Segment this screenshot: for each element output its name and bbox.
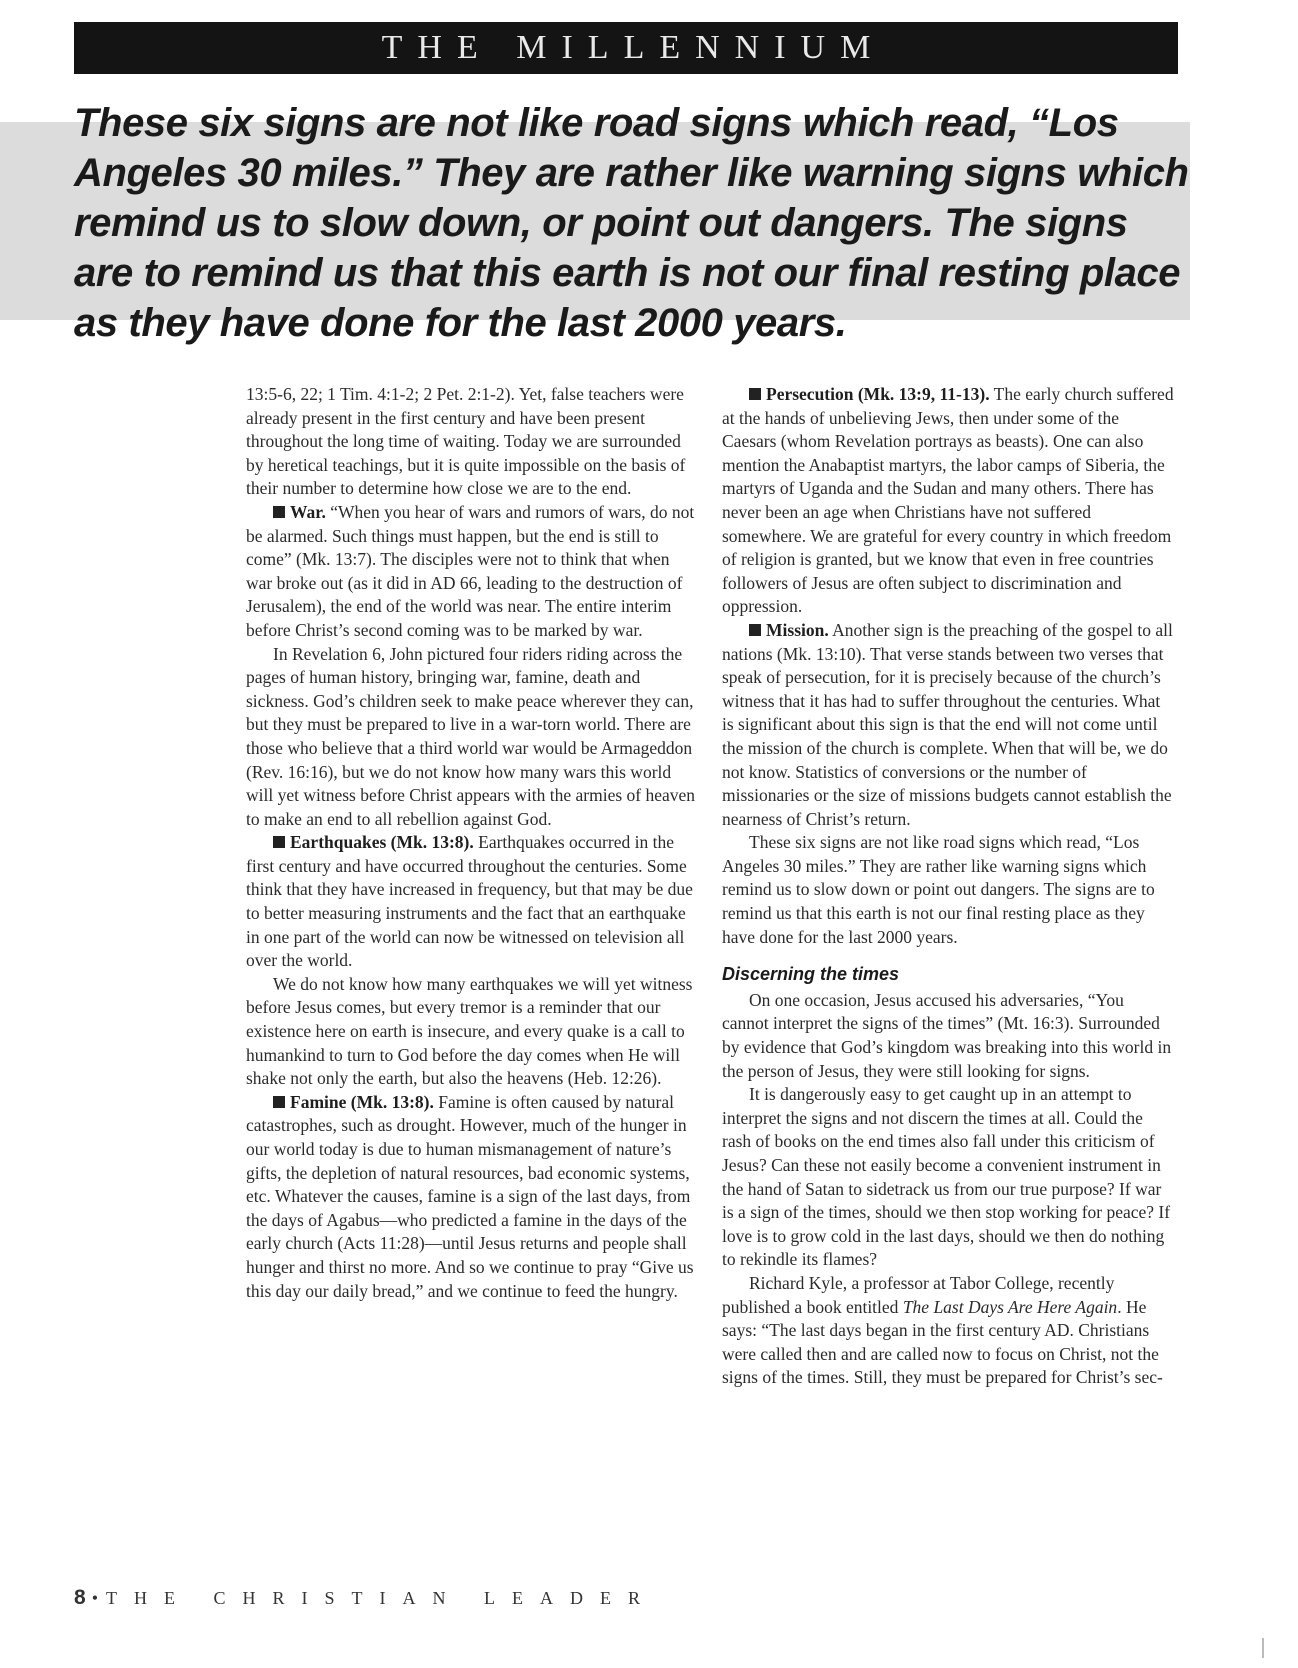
paragraph-text: The early church suffered at the hands of unbelieving Jews, then under some of the Caesars (whom Revelation portrays as beasts). One can also mention the Anabaptist martyrs, the labor camps of Siberia, the martyrs of Uganda and the Sudan and many others. There has never been an age when Christians have not suffered somewhere. We are grateful for every country in which freedom of religion is granted, but we know that even in free countries followers of Jesus are often subject to discrimination and oppression. xyxy=(722,384,1174,617)
section-lead: War. xyxy=(290,501,326,522)
paragraph: These six signs are not like road signs which read, “Los Angeles 30 miles.” They are rather like warning signs which remind us to slow down or point out dangers. The signs are to remind us that this earth is not our final resting place as they have done for the last 2000 years. xyxy=(722,832,1155,947)
paragraph-text: Richard Kyle, a professor at Tabor College, recently published a book entitled xyxy=(722,1272,1115,1317)
paragraph-kyle xyxy=(722,1272,1174,1390)
paragraph-famine xyxy=(246,1091,698,1303)
subheading: Discerning the times xyxy=(722,964,900,985)
paragraph-mission xyxy=(722,619,1174,831)
section-lead: Persecution (Mk. 13:9, 11-13). xyxy=(766,384,990,404)
left-column xyxy=(246,383,698,1303)
section-lead: Famine (Mk. 13:8). xyxy=(290,1091,434,1112)
footer-separator: • xyxy=(91,1588,98,1608)
paragraph-earthquakes xyxy=(246,831,698,973)
publication-name: THE CHRISTIAN LEADER xyxy=(106,1588,657,1608)
page-number: 8 xyxy=(74,1586,86,1609)
section-lead: Earthquakes (Mk. 13:8). xyxy=(290,832,474,853)
pull-quote: These six signs are not like road signs which read, “Los Angeles 30 miles.” They are rather like warning signs which remind us to slow down, or point out dangers. The signs are to remind us that this earth is not our final resting place as they have done for the last 2000 years. xyxy=(74,101,1189,345)
section-lead: Mission. xyxy=(766,619,829,640)
paragraph-text: “When you hear of wars and rumors of wars, do not be alarmed. Such things must happen, but the end is still to come” (Mk. 13:7). The disciples were not to think that when war broke out (as it did in AD 66, leading to the destruction of Jerusalem), the end of the world was near. The entire interim before Christ’s second coming was to be marked by war. xyxy=(246,501,695,640)
square-bullet-icon xyxy=(749,624,761,636)
square-bullet-icon xyxy=(273,506,285,518)
square-bullet-icon xyxy=(749,388,761,400)
paragraph: On one occasion, Jesus accused his adversaries, “You cannot interpret the signs of the times” (Mt. 16:3). Surrounded by evidence that God’s kingdom was breaking into this world in the person of Jesus, they were still looking for signs. xyxy=(722,989,1172,1081)
book-title: The Last Days Are Here Again xyxy=(902,1296,1118,1317)
paragraph-persecution xyxy=(722,383,1174,619)
paragraph-text: Famine is often caused by natural catastrophes, such as drought. However, much of the hunger in our world today is due to human mismanagement of nature’s gifts, the depletion of natural resources, bad economic systems, etc. Whatever the causes, famine is a sign of the last days, from the days of Agabus—who predicted a famine in the days of the early church (Acts 11:28)—until Jesus returns and people shall hunger and thirst no more. And so we continue to pray “Give us this day our daily bread,” and we continue to feed the hungry. xyxy=(246,1091,694,1301)
paragraph: In Revelation 6, John pictured four riders riding across the pages of human history, bringing war, famine, death and sickness. God’s children seek to make peace wherever they can, but they must be prepared to live in a war-torn world. There are those who believe that a third world war would be Armageddon (Rev. 16:16), but we do not know how many wars this world will yet witness before Christ appears with the armies of heaven to make an end to all rebellion against God. xyxy=(246,643,696,829)
right-column xyxy=(722,383,1174,1390)
page-footer xyxy=(74,1586,657,1610)
section-title: THE MILLENNIUM xyxy=(381,29,886,66)
section-header-bar xyxy=(74,22,1178,74)
paragraph-text: Earthquakes occurred in the first century and have occurred throughout the centuries. Some think that they have increased in frequency, but that may be due to better measuring instruments and the fact that an earthquake in one part of the world can now be witnessed on television all over the world. xyxy=(246,832,693,971)
square-bullet-icon xyxy=(273,1096,285,1108)
paragraph: It is dangerously easy to get caught up in an attempt to interpret the signs and not discern the times at all. Could the rash of books on the end times also fall under this criticism of Jesus? Can these not easily become a convenient instrument in the hand of Satan to sidetrack us from our true purpose? If war is a sign of the times, should we then stop working for peace? If love is to grow cold in the last days, should we then do nothing to rekindle its flames? xyxy=(722,1084,1171,1270)
paragraph: 13:5-6, 22; 1 Tim. 4:1-2; 2 Pet. 2:1-2). Yet, false teachers were already present in the first century and have been present throughout the long time of waiting. Today we are surrounded by heretical teachings, but it is quite impossible on the basis of their number to determine how close we are to the end. xyxy=(246,384,686,499)
paragraph: We do not know how many earthquakes we will yet witness before Jesus comes, but every tremor is a reminder that our existence here on earth is insecure, and every quake is a call to humankind to turn to God before the day comes when He will shake not only the earth, but also the heavens (Heb. 12:26). xyxy=(246,973,693,1089)
paragraph-war xyxy=(246,501,698,643)
square-bullet-icon xyxy=(273,836,285,848)
scan-edge-mark xyxy=(1262,1638,1264,1658)
paragraph-text: . He says: “The last days began in the first century AD. Christians were called then and are called now to focus on Christ, not the signs of the times. Still, they must be prepared for Christ’s sec- xyxy=(722,1296,1163,1388)
paragraph-text: Another sign is the preaching of the gospel to all nations (Mk. 13:10). That verse stands between two verses that speak of persecution, for it is precisely because of the church’s witness that it has had to suffer throughout the centuries. What is significant about this sign is that the end will not come until the mission of the church is complete. When that will be, we do not know. Statistics of conversions or the number of missionaries or the size of missions budgets cannot establish the nearness of Christ’s return. xyxy=(722,619,1173,829)
